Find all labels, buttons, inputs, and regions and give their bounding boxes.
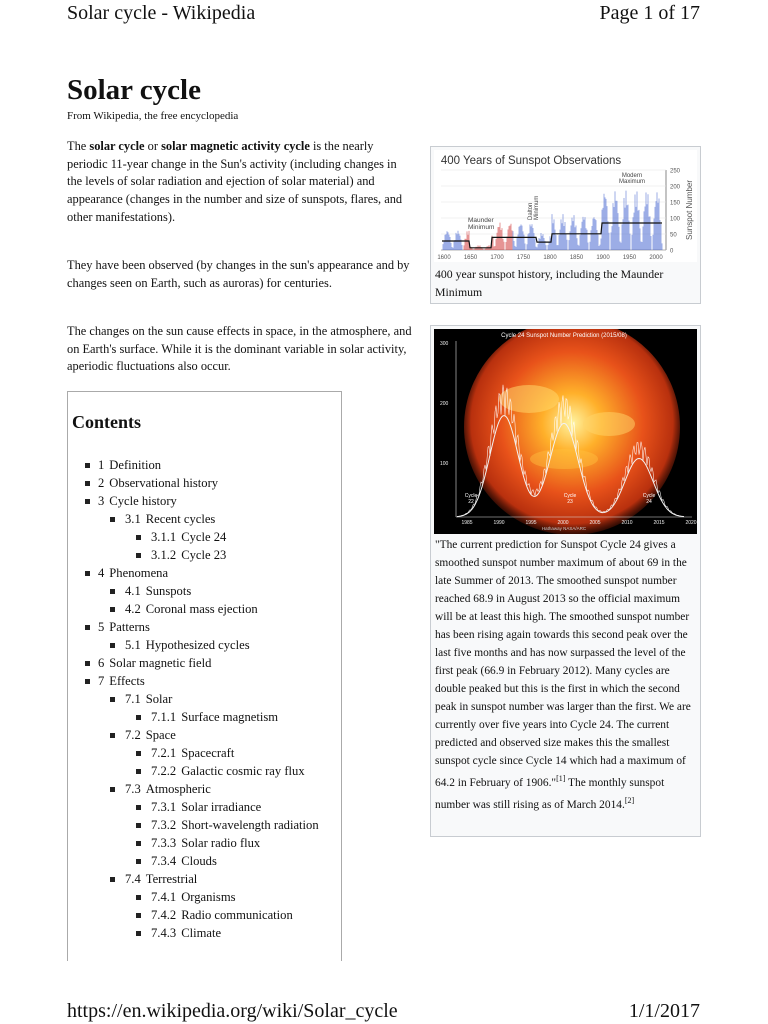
toc-item[interactable] — [68, 888, 319, 906]
toc-item[interactable] — [68, 870, 319, 888]
annotation-line: Dalton — [528, 202, 534, 220]
bold-term-solar-cycle: solar cycle — [89, 139, 145, 153]
toc-label: Solar radio flux — [181, 836, 261, 850]
toc-label: Sunspots — [145, 584, 192, 598]
toc-label: Definition — [109, 458, 162, 472]
toc-number: 7.3.3 — [151, 836, 177, 850]
toc-number: 3.1.2 — [151, 548, 177, 562]
toc-number: 7.2.1 — [151, 746, 177, 760]
toc-label: Observational history — [109, 476, 219, 490]
toc-label: Coronal mass ejection — [145, 602, 258, 616]
intro-paragraph-1 — [67, 138, 412, 227]
toc-label: Organisms — [181, 890, 236, 904]
x-tick-label: 1850 — [569, 255, 584, 261]
sunspot-history-svg — [434, 150, 697, 262]
image-credit: Hathaway NASA/ARC — [541, 526, 587, 531]
toc-item[interactable] — [68, 474, 319, 492]
toc-item[interactable] — [68, 744, 319, 762]
x-tick-label: 1990 — [493, 520, 505, 526]
toc-item[interactable] — [68, 582, 319, 600]
toc-list — [68, 456, 319, 942]
chart-title: 400 Years of Sunspot Observations — [440, 155, 622, 167]
figure-cycle24-prediction — [430, 325, 701, 837]
toc-number: 7.3.1 — [151, 800, 177, 814]
x-tick-label: 1985 — [461, 520, 473, 526]
toc-number: 3 — [98, 494, 105, 508]
y-tick-label: 100 — [670, 216, 681, 223]
toc-label: Phenomena — [109, 566, 169, 580]
x-tick-label: 1650 — [463, 255, 478, 261]
y-tick-label: 200 — [440, 401, 449, 407]
print-footer-url: https://en.wikipedia.org/wiki/Solar_cycle — [67, 1000, 398, 1022]
toc-item[interactable] — [68, 798, 319, 816]
toc-number: 5.1 — [125, 638, 141, 652]
cycle-label-line: 22 — [468, 499, 474, 505]
toc-label: Effects — [109, 674, 145, 688]
toc-item[interactable] — [68, 564, 319, 582]
cycle-label-line: 23 — [567, 499, 573, 505]
toc-label: Patterns — [109, 620, 150, 634]
toc-label: Solar magnetic field — [109, 656, 212, 670]
cycle-label-line: Cycle — [642, 493, 656, 499]
toc-item[interactable] — [68, 672, 319, 690]
toc-item[interactable] — [68, 492, 319, 510]
cycle24-svg — [434, 329, 697, 534]
print-header-title: Solar cycle - Wikipedia — [67, 2, 256, 24]
toc-label: Clouds — [181, 854, 217, 868]
x-tick-label: 2015 — [653, 520, 665, 526]
toc-label: Climate — [181, 926, 222, 940]
annotation-line: Maunder — [468, 217, 494, 224]
toc-label: Galactic cosmic ray flux — [181, 764, 305, 778]
toc-number: 7.1 — [125, 692, 141, 706]
toc-label: Space — [145, 728, 176, 742]
x-tick-label: 1900 — [596, 255, 610, 261]
toc-number: 7.3.2 — [151, 818, 177, 832]
toc-item[interactable] — [68, 726, 319, 744]
toc-number: 7.4 — [125, 872, 141, 886]
bold-term-magnetic-activity-cycle: solar magnetic activity cycle — [161, 139, 310, 153]
x-tick-label: 1995 — [525, 520, 537, 526]
toc-number: 6 — [98, 656, 105, 670]
toc-number: 1 — [98, 458, 105, 472]
annotation-line: Maximum — [618, 179, 646, 185]
cycle24-prediction-image[interactable] — [434, 329, 697, 534]
toc-number: 2 — [98, 476, 105, 490]
cycle-label-line: Cycle — [563, 493, 577, 499]
toc-label: Hypothesized cycles — [145, 638, 250, 652]
toc-item[interactable] — [68, 708, 319, 726]
toc-item[interactable] — [68, 834, 319, 852]
toc-item[interactable] — [68, 654, 319, 672]
toc-item[interactable] — [68, 510, 319, 528]
toc-item[interactable] — [68, 816, 319, 834]
toc-item[interactable] — [68, 762, 319, 780]
active-region — [530, 449, 598, 469]
figure-sunspot-history — [430, 146, 701, 304]
annotation-line: Minimum — [468, 224, 495, 231]
annotation-maunder-minimum — [468, 217, 494, 231]
toc-label: Atmospheric — [145, 782, 211, 796]
toc-label: Surface magnetism — [181, 710, 279, 724]
x-tick-label: 1700 — [490, 255, 504, 261]
toc-number: 7.4.2 — [151, 908, 177, 922]
intro-paragraph-3: The changes on the sun cause effects in space, in the atmosphere, and on Earth's surface. While it is the dominant variable in solar activity, aperiodic fluctuations also occur. — [67, 324, 412, 374]
cycle-label-line: 24 — [646, 499, 652, 505]
toc-number: 7.2 — [125, 728, 141, 742]
y-tick-label: 250 — [670, 168, 681, 175]
print-page-number: Page 1 of 17 — [599, 2, 700, 24]
active-region — [583, 412, 635, 436]
y-tick-labels — [670, 169, 681, 255]
x-tick-labels — [437, 255, 663, 261]
toc-label: Cycle 23 — [181, 548, 227, 562]
reference-link[interactable]: [2] — [624, 795, 635, 805]
annotation-line: Minimum — [534, 195, 540, 220]
sunspot-history-chart[interactable] — [434, 150, 697, 262]
toc-title: Contents — [72, 412, 142, 432]
figure-caption — [435, 536, 697, 814]
x-tick-label: 1600 — [437, 255, 451, 261]
toc-number: 7.3.4 — [151, 854, 177, 868]
annotation-modern-maximum — [619, 173, 645, 185]
page-title: Solar cycle — [67, 74, 201, 106]
toc-item[interactable] — [68, 528, 319, 546]
x-tick-label: 2000 — [557, 520, 569, 526]
toc-item[interactable] — [68, 924, 319, 942]
y-tick-label: 300 — [440, 341, 449, 347]
toc-label: Recent cycles — [145, 512, 216, 526]
toc-number: 7 — [98, 674, 105, 688]
annotation-dalton-minimum — [528, 196, 540, 220]
toc-number: 5 — [98, 620, 105, 634]
x-tick-label: 1800 — [543, 255, 557, 261]
toc-label: Short-wavelength radiation — [181, 818, 319, 832]
toc-item[interactable] — [68, 600, 319, 618]
x-tick-label: 1750 — [516, 255, 531, 261]
toc-item[interactable] — [68, 780, 319, 798]
caption-tail: The monthly sunspot number was still rising as of March 2014. — [435, 776, 665, 811]
y-tick-label: 50 — [670, 232, 677, 239]
toc-item[interactable] — [68, 546, 319, 564]
x-tick-label: 2000 — [649, 255, 663, 261]
toc-number: 4.2 — [125, 602, 141, 616]
y-tick-label: 200 — [670, 184, 681, 191]
toc-item[interactable] — [68, 618, 319, 636]
figure-caption: 400 year sunspot history, including the Maunder Minimum — [435, 267, 664, 299]
toc-label: Solar irradiance — [181, 800, 262, 814]
toc-item[interactable] — [68, 636, 319, 654]
toc-number: 7.4.1 — [151, 890, 177, 904]
toc-label: Spacecraft — [181, 746, 235, 760]
cycle-label-line: Cycle — [464, 493, 478, 499]
toc-label: Solar — [145, 692, 173, 706]
intro-paragraph-2: They have been observed (by changes in the sun's appearance and by changes seen on Earth, such as auroras) for centuries. — [67, 258, 410, 290]
reference-link[interactable]: [1] — [556, 774, 566, 783]
toc-number: 3.1.1 — [151, 530, 177, 544]
toc-number: 7.3 — [125, 782, 141, 796]
x-tick-label: 1950 — [622, 255, 637, 261]
toc-item[interactable] — [68, 852, 319, 870]
y-tick-label: 150 — [670, 200, 681, 207]
toc-label: Cycle history — [109, 494, 177, 508]
toc-label: Terrestrial — [145, 872, 198, 886]
print-footer-date: 1/1/2017 — [628, 1000, 700, 1022]
toc-label: Cycle 24 — [181, 530, 227, 544]
toc-number: 7.1.1 — [151, 710, 177, 724]
toc-item[interactable] — [68, 690, 319, 708]
active-region — [499, 385, 559, 413]
y-tick-label: 100 — [440, 461, 449, 467]
x-tick-label: 2010 — [621, 520, 633, 526]
toc-number: 4 — [98, 566, 105, 580]
x-tick-label: 2020 — [685, 520, 697, 526]
x-tick-label: 2005 — [589, 520, 601, 526]
toc-label: Radio communication — [181, 908, 293, 922]
toc-item[interactable] — [68, 456, 319, 474]
chart-title: Cycle 24 Sunspot Number Prediction (2015/08) — [501, 333, 627, 339]
annotation-line: Modern — [621, 173, 643, 179]
toc-number: 7.2.2 — [151, 764, 177, 778]
text-run: is the nearly periodic 11-year change in the Sun's activity (including changes in the levels of solar radiation and ejection of solar material) and appearance (changes in the number and size of sunspots, flares, and other manifestations). — [67, 139, 403, 224]
table-of-contents — [67, 391, 342, 961]
text-run: or — [144, 139, 162, 153]
page-subtitle: From Wikipedia, the free encyclopedia — [67, 110, 239, 122]
toc-number: 4.1 — [125, 584, 141, 598]
toc-number: 3.1 — [125, 512, 141, 526]
y-tick-label: 0 — [670, 248, 674, 255]
y-axis-label: Sunspot Number — [685, 179, 694, 241]
caption-quote: "The current prediction for Sunspot Cycle 24 gives a smoothed sunspot number maximum of about 69 in the late Summer of 2013. The smoothed sunspot number reached 68.9 in August 2013 so the official maximum will be at least this high. The smoothed sunspot number has been rising again towards this second peak over the last five months and has now surpassed the level of the first peak (66.9 in February 2012). Many cycles are double peaked but this is the first in which the second peak in sunspot number was larger than the first. We are currently over five years into Cycle 24. The current predicted and observed size makes this the smallest sunspot cycle since Cycle 14 which had a maximum of 64.2 in February of 1906." — [435, 539, 691, 789]
text-run: The — [67, 139, 90, 153]
toc-number: 7.4.3 — [151, 926, 177, 940]
toc-item[interactable] — [68, 906, 319, 924]
